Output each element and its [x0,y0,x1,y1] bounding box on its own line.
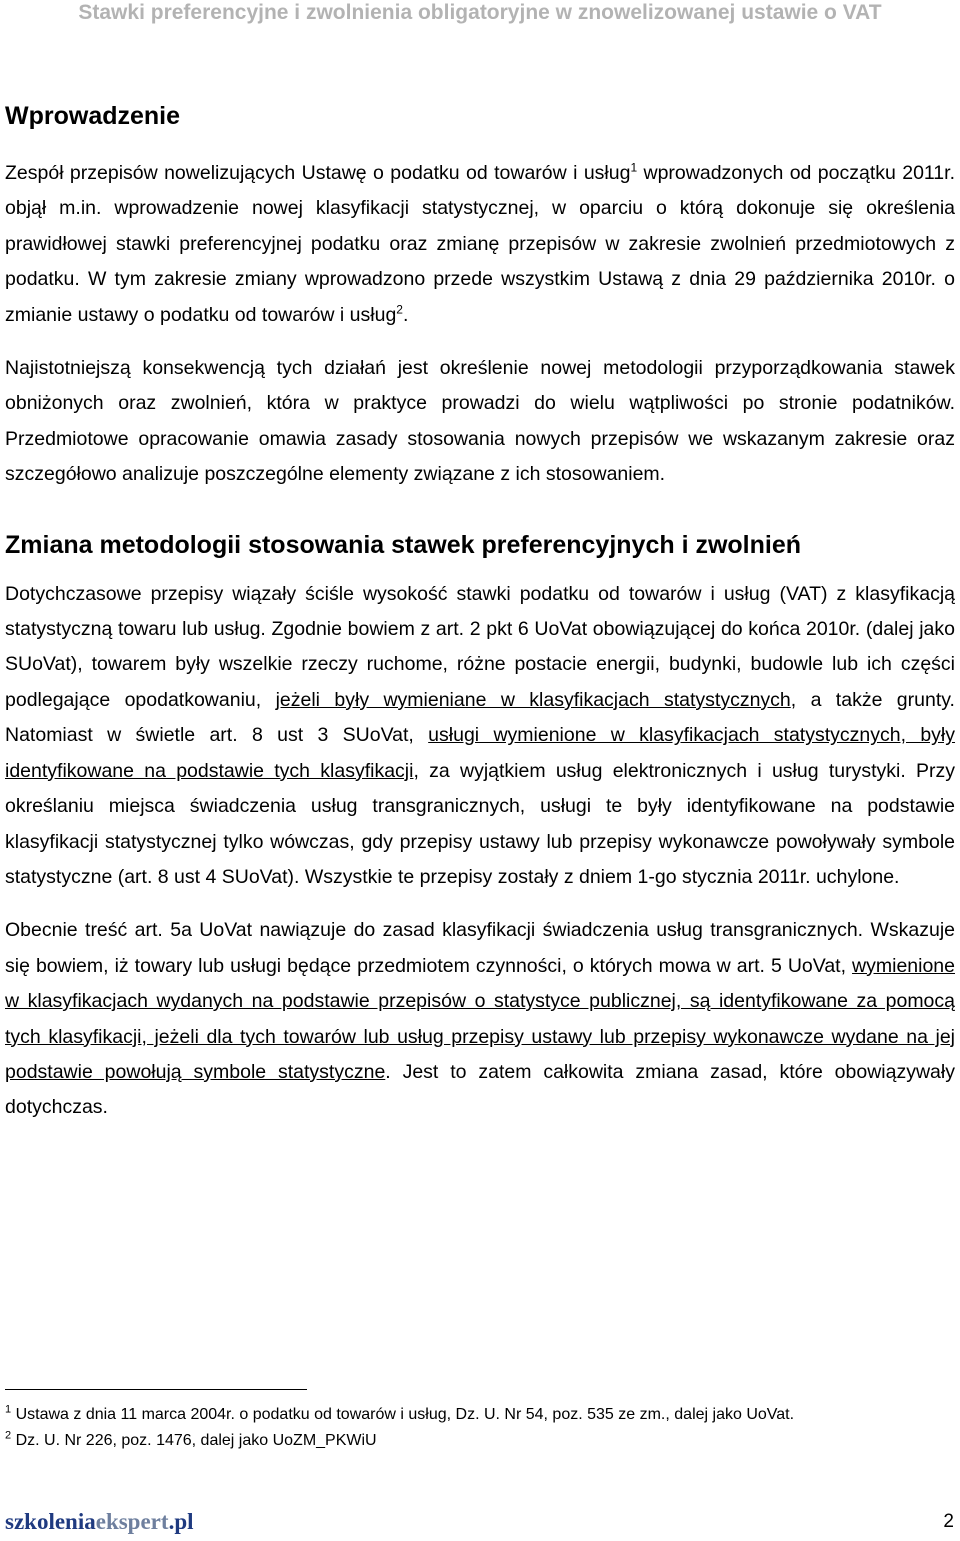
heading-introduction: Wprowadzenie [5,102,181,130]
p4-text-b: . Jest to zatem całkowita zmiana zasad, które obowiązywały dotychczas. [5,1060,955,1119]
paragraph-intro-1 [5,156,955,333]
p3-text-b: , a także grunty. Natomiast w świetle art. 8 ust 3 SUoVat, [5,688,955,747]
p4-text-a: Obecnie treść art. 5a UoVat nawiązuje do zasad klasyfikacji świadczenia usług transgranicznych. Wskazuje się bowiem, iż towary lub usługi będące przedmiotem czynności, o których mowa w art. 5 UoVat, [5,919,955,977]
p3-text-c: , za wyjątkiem usług elektronicznych i usług turystyki. Przy określaniu miejsca świadczenia usług transgranicznych, usługi te były identyfikowane na podstawie klasyfikacji statystycznej tylko wówczas, gdy przepisy ustawy lub przepisy wykonawcze powoływały symbole statystyczne (art. 8 ust 4 SUoVat). Wszystkie te przepisy zostały z dniem 1-go stycznia 2011r. uchylone. [5,759,955,888]
p1-text-b: wprowadzonych od początku 2011r. objął m.in. wprowadzenie nowej klasyfikacji statystycznej, w oparciu o którą dokonuje się określenia prawidłowej stawki preferencyjnej podatku oraz zmianę przepisów w zakresie zwolnień przedmiotowych z podatku. W tym zakresie zmiany wprowadzono przede wszystkim Ustawą z dnia 29 października 2010r. o zmianie ustawy o podatku od towarów i usług [5,162,955,326]
brand-logo-link[interactable] [5,1507,194,1537]
brand-part-domain: .pl [168,1509,194,1534]
footnote-separator [5,1389,307,1390]
footnote-1-text: Ustawa z dnia 11 marca 2004r. o podatku od towarów i usług, Dz. U. Nr 54, poz. 535 ze zm., dalej jako UoVat. [11,1406,795,1423]
brand-part-ekspert: ekspert [95,1509,169,1534]
footnote-ref-2[interactable]: 2 [396,302,403,317]
footnote-1 [5,1402,955,1428]
footnote-ref-1[interactable]: 1 [630,160,638,175]
footnote-2-text: Dz. U. Nr 226, poz. 1476, dalej jako UoZM_PKWiU [11,1432,377,1449]
running-head: Stawki preferencyjne i zwolnienia obligatoryjne w znowelizowanej ustawie o VAT [78,1,882,24]
p1-text-a: Zespół przepisów nowelizujących Ustawę o podatku od towarów i usług [5,162,631,184]
footnote-1-number: 1 [5,1403,12,1416]
p3-text-a: Dotychczasowe przepisy wiązały ściśle wysokość stawki podatku od towarów i usług (VAT) z klasyfikacją statystyczną towaru lub usług. Zgodnie bowiem z art. 2 pkt 6 UoVat obowiązującej do końca 2010r. (dalej jako SUoVat), towarem były wszelkie rzeczy ruchome, różne postacie energii, budynki, budowle lub ich części podlegające opodatkowaniu, [5,582,955,711]
footnote-2-number: 2 [5,1429,12,1442]
footnotes [5,1402,955,1454]
paragraph-intro-2: Najistotniejszą konsekwencją tych działań jest określenie nowej metodologii przyporządkowania stawek obniżonych oraz zwolnień, która w praktyce prowadzi do wielu wątpliwości po stronie podatników. Przedmiotowe opracowanie omawia zasady stosowania nowych przepisów we wskazanym zakresie oraz szczegółowo analizuje poszczególne elementy związane z ich stosowaniem. [5,357,955,486]
heading-methodology-change: Zmiana metodologii stosowania stawek preferencyjnych i zwolnień [5,530,802,559]
p1-text-c: . [402,303,409,326]
page-content [5,98,955,1126]
paragraph-previous-rules [5,577,955,896]
brand-part-szkolenia: szkolenia [5,1509,96,1534]
p3-underlined-2: usługi wymienione w klasyfikacjach statystycznych, były identyfikowane na podstawie tych klasyfikacji [5,724,956,782]
paragraph-current-rules [5,913,955,1125]
p4-underlined-1: wymienione w klasyfikacjach wydanych na podstawie przepisów o statystyce publicznej, są identyfikowane za pomocą tych klasyfikacji, jeżeli dla tych towarów lub usług przepisy ustawy lub przepisy wykonawcze wydane na jej podstawie powołują symbole statystyczne [5,954,955,1083]
page-number: 2 [943,1511,954,1532]
p3-underlined-1: jeżeli były wymieniane w klasyfikacjach statystycznych [275,688,791,711]
footnote-2 [5,1428,955,1454]
